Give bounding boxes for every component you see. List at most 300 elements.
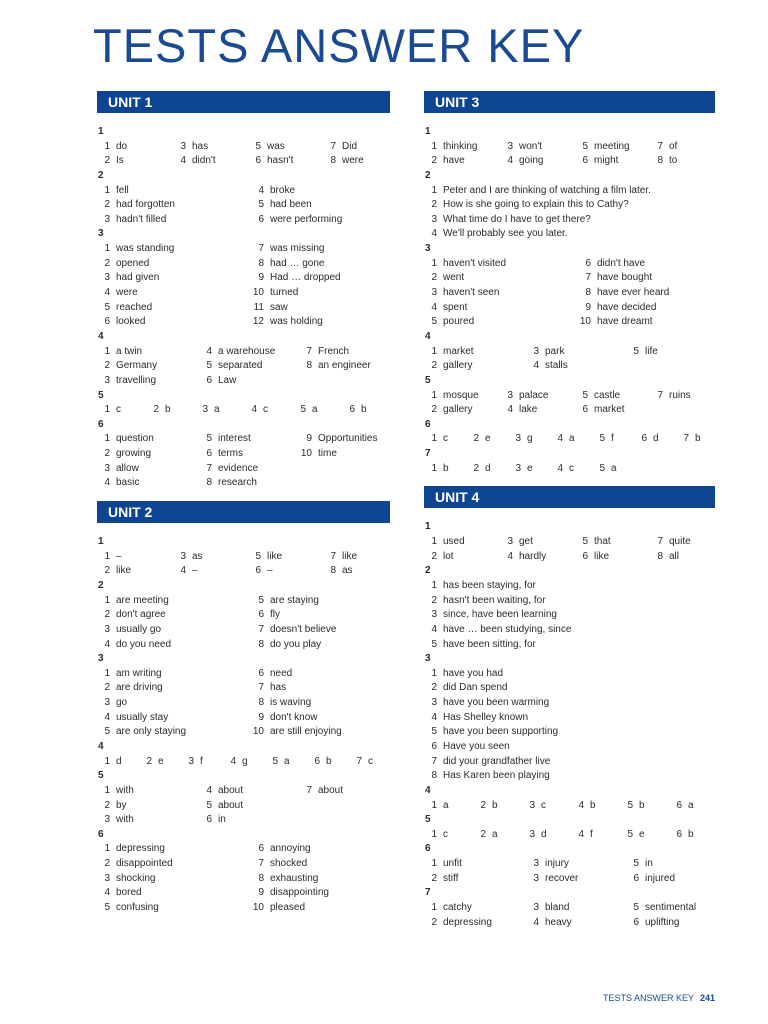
item-answer: ruins <box>669 389 691 401</box>
exercise-section <box>97 330 390 389</box>
item-number: 5 <box>206 360 212 372</box>
answer-row <box>97 315 390 330</box>
answer-item <box>251 886 387 901</box>
exercise-section <box>424 169 715 242</box>
item-number: 3 <box>180 140 186 152</box>
item-answer: about <box>318 784 344 796</box>
item-answer: heavy <box>545 916 572 928</box>
answer-item <box>97 901 251 916</box>
exercise-number: 2 <box>98 169 104 181</box>
item-number: 4 <box>104 287 110 299</box>
item-number: 3 <box>104 697 110 709</box>
exercise-section <box>97 828 390 916</box>
answer-item <box>251 623 387 638</box>
item-answer: b <box>695 433 701 445</box>
item-answer: c <box>443 828 448 840</box>
item-answer: unfit <box>443 858 462 870</box>
answer-row <box>424 711 715 726</box>
answer-row <box>424 462 715 477</box>
item-answer: – <box>267 565 273 577</box>
item-answer: have you been supporting <box>443 726 559 738</box>
answer-row <box>424 432 715 447</box>
item-number: 6 <box>431 740 437 752</box>
item-answer: opened <box>116 257 150 269</box>
item-number: 5 <box>582 536 588 548</box>
answer-item <box>424 901 526 916</box>
item-answer: are driving <box>116 682 163 694</box>
item-number: 8 <box>306 360 312 372</box>
item-answer: shocking <box>116 872 156 884</box>
item-number: 10 <box>252 726 264 738</box>
answer-item <box>251 638 387 653</box>
exercise-section <box>97 652 390 740</box>
item-number: 7 <box>330 550 336 562</box>
answer-item <box>199 476 299 491</box>
item-number: 2 <box>431 155 437 167</box>
item-answer: are only staying <box>116 726 187 738</box>
item-answer: catchy <box>443 902 472 914</box>
item-number: 2 <box>480 799 486 811</box>
answer-row <box>424 681 715 696</box>
answer-item <box>251 271 387 286</box>
item-answer: were <box>342 155 364 167</box>
item-number: 1 <box>431 184 437 196</box>
item-answer: f <box>200 755 203 767</box>
item-number: 3 <box>104 462 110 474</box>
item-number: 7 <box>431 755 437 767</box>
item-answer: We'll probably see you later. <box>443 228 568 240</box>
answer-item <box>173 140 248 155</box>
answer-item <box>97 799 199 814</box>
item-number: 2 <box>104 799 110 811</box>
page-number: 241 <box>699 993 715 1003</box>
answer-item <box>97 681 251 696</box>
item-answer: a <box>443 799 449 811</box>
item-answer: gallery <box>443 360 473 372</box>
item-number: 3 <box>104 872 110 884</box>
item-number: 5 <box>258 199 264 211</box>
exercise-section <box>424 418 715 447</box>
exercise-section <box>424 784 715 813</box>
item-number: 5 <box>599 433 605 445</box>
item-answer: e <box>527 462 533 474</box>
answer-item <box>97 813 199 828</box>
answer-item <box>424 154 500 169</box>
item-answer: b <box>361 404 367 416</box>
answer-item <box>251 681 387 696</box>
exercise-section <box>97 418 390 491</box>
item-number: 3 <box>507 140 513 152</box>
exercise-number: 2 <box>98 579 104 591</box>
item-answer: about <box>218 799 244 811</box>
exercise-section <box>424 564 715 652</box>
answer-row <box>424 227 715 242</box>
item-number: 6 <box>258 667 264 679</box>
item-answer: like <box>342 550 358 562</box>
item-number: 3 <box>104 374 110 386</box>
answer-item <box>500 535 575 550</box>
answer-item <box>199 462 299 477</box>
answer-row <box>97 623 390 638</box>
item-answer: have been sitting, for <box>443 638 536 650</box>
item-number: 4 <box>557 462 563 474</box>
item-number: 3 <box>431 609 437 621</box>
item-answer: b <box>590 799 596 811</box>
item-number: 8 <box>258 697 264 709</box>
item-answer: – <box>192 565 198 577</box>
answer-item <box>473 799 522 814</box>
item-answer: lot <box>443 550 454 562</box>
answer-item <box>424 271 578 286</box>
item-answer: d <box>485 462 491 474</box>
item-number: 3 <box>104 272 110 284</box>
item-number: 2 <box>104 448 110 460</box>
answer-item <box>424 257 578 272</box>
item-number: 7 <box>306 345 312 357</box>
item-number: 3 <box>515 462 521 474</box>
answer-row <box>424 799 715 814</box>
exercise-number: 7 <box>425 448 431 460</box>
item-answer: that <box>594 536 611 548</box>
answer-item <box>97 374 199 389</box>
item-number: 9 <box>258 887 264 899</box>
item-answer: had given <box>116 272 160 284</box>
answer-row <box>424 257 715 272</box>
item-number: 6 <box>104 316 110 328</box>
item-answer: injury <box>545 858 569 870</box>
answer-item <box>323 550 387 565</box>
exercise-section <box>424 447 715 476</box>
answer-item <box>199 799 299 814</box>
item-number: 8 <box>330 565 336 577</box>
answer-item <box>626 857 714 872</box>
item-answer: hadn't filled <box>116 213 167 225</box>
item-answer: with <box>116 814 134 826</box>
answer-item <box>424 213 714 228</box>
unit-header: UNIT 1 <box>97 91 390 113</box>
item-answer: e <box>485 433 491 445</box>
item-number: 2 <box>431 272 437 284</box>
answer-row <box>424 740 715 755</box>
item-answer: Germany <box>116 360 158 372</box>
item-answer: basic <box>116 477 140 489</box>
item-number: 2 <box>104 360 110 372</box>
item-number: 4 <box>180 565 186 577</box>
item-number: 4 <box>533 916 539 928</box>
item-number: 6 <box>258 843 264 855</box>
item-answer: were performing <box>270 213 343 225</box>
item-number: 2 <box>104 682 110 694</box>
item-answer: did your grandfather live <box>443 755 551 767</box>
answer-item <box>251 696 387 711</box>
answer-item <box>199 374 299 389</box>
answer-item <box>669 828 714 843</box>
item-number: 5 <box>272 755 278 767</box>
answer-item <box>97 857 251 872</box>
item-number: 4 <box>251 404 257 416</box>
item-number: 1 <box>104 667 110 679</box>
unit-block <box>424 486 715 930</box>
answer-item <box>97 403 146 418</box>
item-answer: have you had <box>443 667 504 679</box>
item-answer: Is <box>116 155 124 167</box>
item-answer: market <box>594 404 625 416</box>
item-answer: didn't <box>192 155 216 167</box>
answer-item <box>97 315 251 330</box>
answer-item <box>424 198 714 213</box>
item-number: 6 <box>676 799 682 811</box>
exercise-section <box>97 740 390 769</box>
item-number: 1 <box>431 389 437 401</box>
item-number: 1 <box>104 345 110 357</box>
exercise-number: 1 <box>425 521 431 533</box>
item-number: 7 <box>206 462 212 474</box>
item-number: 9 <box>585 301 591 313</box>
item-number: 2 <box>431 360 437 372</box>
answer-item <box>669 799 714 814</box>
exercise-number: 4 <box>425 784 431 796</box>
answer-row <box>424 857 715 872</box>
answer-item <box>424 301 578 316</box>
exercise-section <box>424 886 715 930</box>
item-answer: in <box>218 814 226 826</box>
item-number: 8 <box>258 638 264 650</box>
answer-item <box>97 725 251 740</box>
item-number: 3 <box>533 902 539 914</box>
item-number: 7 <box>258 623 264 635</box>
answer-row <box>97 755 390 770</box>
item-number: 5 <box>633 902 639 914</box>
item-number: 1 <box>104 843 110 855</box>
answer-row <box>424 901 715 916</box>
answer-item <box>626 345 714 360</box>
item-number: 5 <box>431 638 437 650</box>
item-answer: meeting <box>594 140 630 152</box>
item-answer: disappointed <box>116 858 173 870</box>
exercise-number: 4 <box>425 330 431 342</box>
item-answer: Peter and I are thinking of watching a film later. <box>443 184 651 196</box>
item-number: 2 <box>431 404 437 416</box>
item-number: 4 <box>578 799 584 811</box>
item-number: 9 <box>306 433 312 445</box>
unit-header: UNIT 2 <box>97 501 390 523</box>
item-number: 3 <box>507 389 513 401</box>
item-number: 3 <box>533 872 539 884</box>
answer-row <box>97 681 390 696</box>
answer-item <box>676 432 714 447</box>
exercise-number: 1 <box>98 536 104 548</box>
item-number: 5 <box>627 799 633 811</box>
item-number: 7 <box>657 140 663 152</box>
item-number: 3 <box>533 345 539 357</box>
answer-row <box>97 842 390 857</box>
answer-item <box>199 432 299 447</box>
item-number: 1 <box>104 433 110 445</box>
answer-item <box>97 462 199 477</box>
item-number: 1 <box>431 462 437 474</box>
item-answer: Has Shelley known <box>443 711 529 723</box>
exercise-number: 5 <box>425 814 431 826</box>
item-answer: about <box>218 784 244 796</box>
item-number: 5 <box>206 799 212 811</box>
item-answer: a twin <box>116 345 143 357</box>
answer-item <box>424 462 466 477</box>
answer-row <box>424 667 715 682</box>
answer-item <box>248 154 323 169</box>
item-answer: depressing <box>116 843 165 855</box>
answer-row <box>424 755 715 770</box>
item-number: 4 <box>104 638 110 650</box>
item-number: 6 <box>258 609 264 621</box>
item-number: 3 <box>104 213 110 225</box>
answer-item <box>223 755 265 770</box>
answer-item <box>526 359 626 374</box>
item-answer: c <box>443 433 448 445</box>
answer-item <box>424 696 714 711</box>
item-answer: disappointing <box>270 887 329 899</box>
exercise-number: 4 <box>98 330 104 342</box>
answer-item <box>424 594 714 609</box>
item-number: 6 <box>206 374 212 386</box>
item-number: 1 <box>104 784 110 796</box>
answer-row <box>424 184 715 199</box>
item-answer: travelling <box>116 374 157 386</box>
answer-item <box>139 755 181 770</box>
answer-item <box>634 432 676 447</box>
item-number: 8 <box>657 155 663 167</box>
answer-item <box>575 140 650 155</box>
answer-item <box>424 608 714 623</box>
item-answer: fly <box>270 609 280 621</box>
item-number: 3 <box>507 536 513 548</box>
answer-item <box>575 403 650 418</box>
item-answer: castle <box>594 389 621 401</box>
answer-item <box>97 476 199 491</box>
exercise-number: 3 <box>98 653 104 665</box>
item-number: 1 <box>104 594 110 606</box>
item-answer: c <box>569 462 574 474</box>
item-number: 1 <box>104 140 110 152</box>
item-number: 2 <box>431 872 437 884</box>
answer-item <box>195 403 244 418</box>
answer-row <box>97 242 390 257</box>
item-number: 6 <box>582 550 588 562</box>
item-number: 1 <box>431 433 437 445</box>
item-answer: b <box>492 799 498 811</box>
item-answer: have dreamt <box>597 316 653 328</box>
answer-item <box>650 535 714 550</box>
item-answer: has been staying, for <box>443 579 536 591</box>
answer-item <box>424 432 466 447</box>
answer-item <box>424 345 526 360</box>
answer-row <box>424 154 715 169</box>
answer-item <box>97 886 251 901</box>
item-number: 4 <box>104 887 110 899</box>
item-answer: a <box>492 828 498 840</box>
answer-item <box>307 755 349 770</box>
item-number: 6 <box>582 404 588 416</box>
item-answer: exhausting <box>270 872 319 884</box>
item-number: 3 <box>180 550 186 562</box>
item-number: 3 <box>188 755 194 767</box>
item-answer: a <box>214 404 220 416</box>
item-number: 3 <box>431 287 437 299</box>
item-answer: of <box>669 140 678 152</box>
answer-item <box>650 550 714 565</box>
answer-item <box>424 681 714 696</box>
answer-row <box>97 784 390 799</box>
item-number: 6 <box>255 155 261 167</box>
answer-row <box>424 594 715 609</box>
answer-row <box>97 154 390 169</box>
exercise-number: 5 <box>98 389 104 401</box>
answer-item <box>97 711 251 726</box>
answer-item <box>575 535 650 550</box>
answer-item <box>97 623 251 638</box>
exercise-number: 1 <box>98 126 104 137</box>
page-title: TESTS ANSWER KEY <box>93 19 585 72</box>
item-number: 2 <box>104 257 110 269</box>
item-answer: hasn't <box>267 155 294 167</box>
answer-item <box>424 359 526 374</box>
answer-row <box>97 886 390 901</box>
item-answer: recover <box>545 872 579 884</box>
item-answer: g <box>527 433 533 445</box>
item-answer: go <box>116 697 128 709</box>
answer-item <box>424 740 714 755</box>
exercise-number: 2 <box>425 565 431 577</box>
answer-item <box>500 154 575 169</box>
answer-item <box>97 638 251 653</box>
answer-item <box>578 271 714 286</box>
item-number: 7 <box>258 243 264 255</box>
item-answer: French <box>318 345 350 357</box>
answer-item <box>251 198 387 213</box>
item-number: 3 <box>529 828 535 840</box>
item-number: 7 <box>585 272 591 284</box>
item-number: 1 <box>431 257 437 269</box>
answer-item <box>424 799 473 814</box>
answer-item <box>424 769 714 784</box>
item-answer: do <box>116 140 128 152</box>
item-number: 2 <box>104 609 110 621</box>
item-answer: confusing <box>116 902 159 914</box>
item-number: 6 <box>206 448 212 460</box>
exercise-section <box>424 520 715 564</box>
item-number: 4 <box>258 184 264 196</box>
answer-item <box>299 784 387 799</box>
answer-row <box>424 769 715 784</box>
item-answer: don't know <box>270 711 318 723</box>
item-number: 1 <box>104 404 110 416</box>
item-number: 4 <box>431 623 437 635</box>
item-number: 2 <box>473 433 479 445</box>
item-answer: turned <box>270 287 299 299</box>
item-answer: f <box>590 828 593 840</box>
item-answer: c <box>116 404 121 416</box>
item-answer: Had … dropped <box>270 272 341 284</box>
answer-item <box>251 594 387 609</box>
item-number: 1 <box>431 858 437 870</box>
item-answer: life <box>645 345 658 357</box>
item-number: 2 <box>104 858 110 870</box>
answer-item <box>424 638 714 653</box>
exercise-section <box>97 769 390 828</box>
item-number: 1 <box>431 667 437 679</box>
item-answer: question <box>116 433 154 445</box>
item-answer: Has Karen been playing <box>443 770 550 782</box>
answer-item <box>424 755 714 770</box>
